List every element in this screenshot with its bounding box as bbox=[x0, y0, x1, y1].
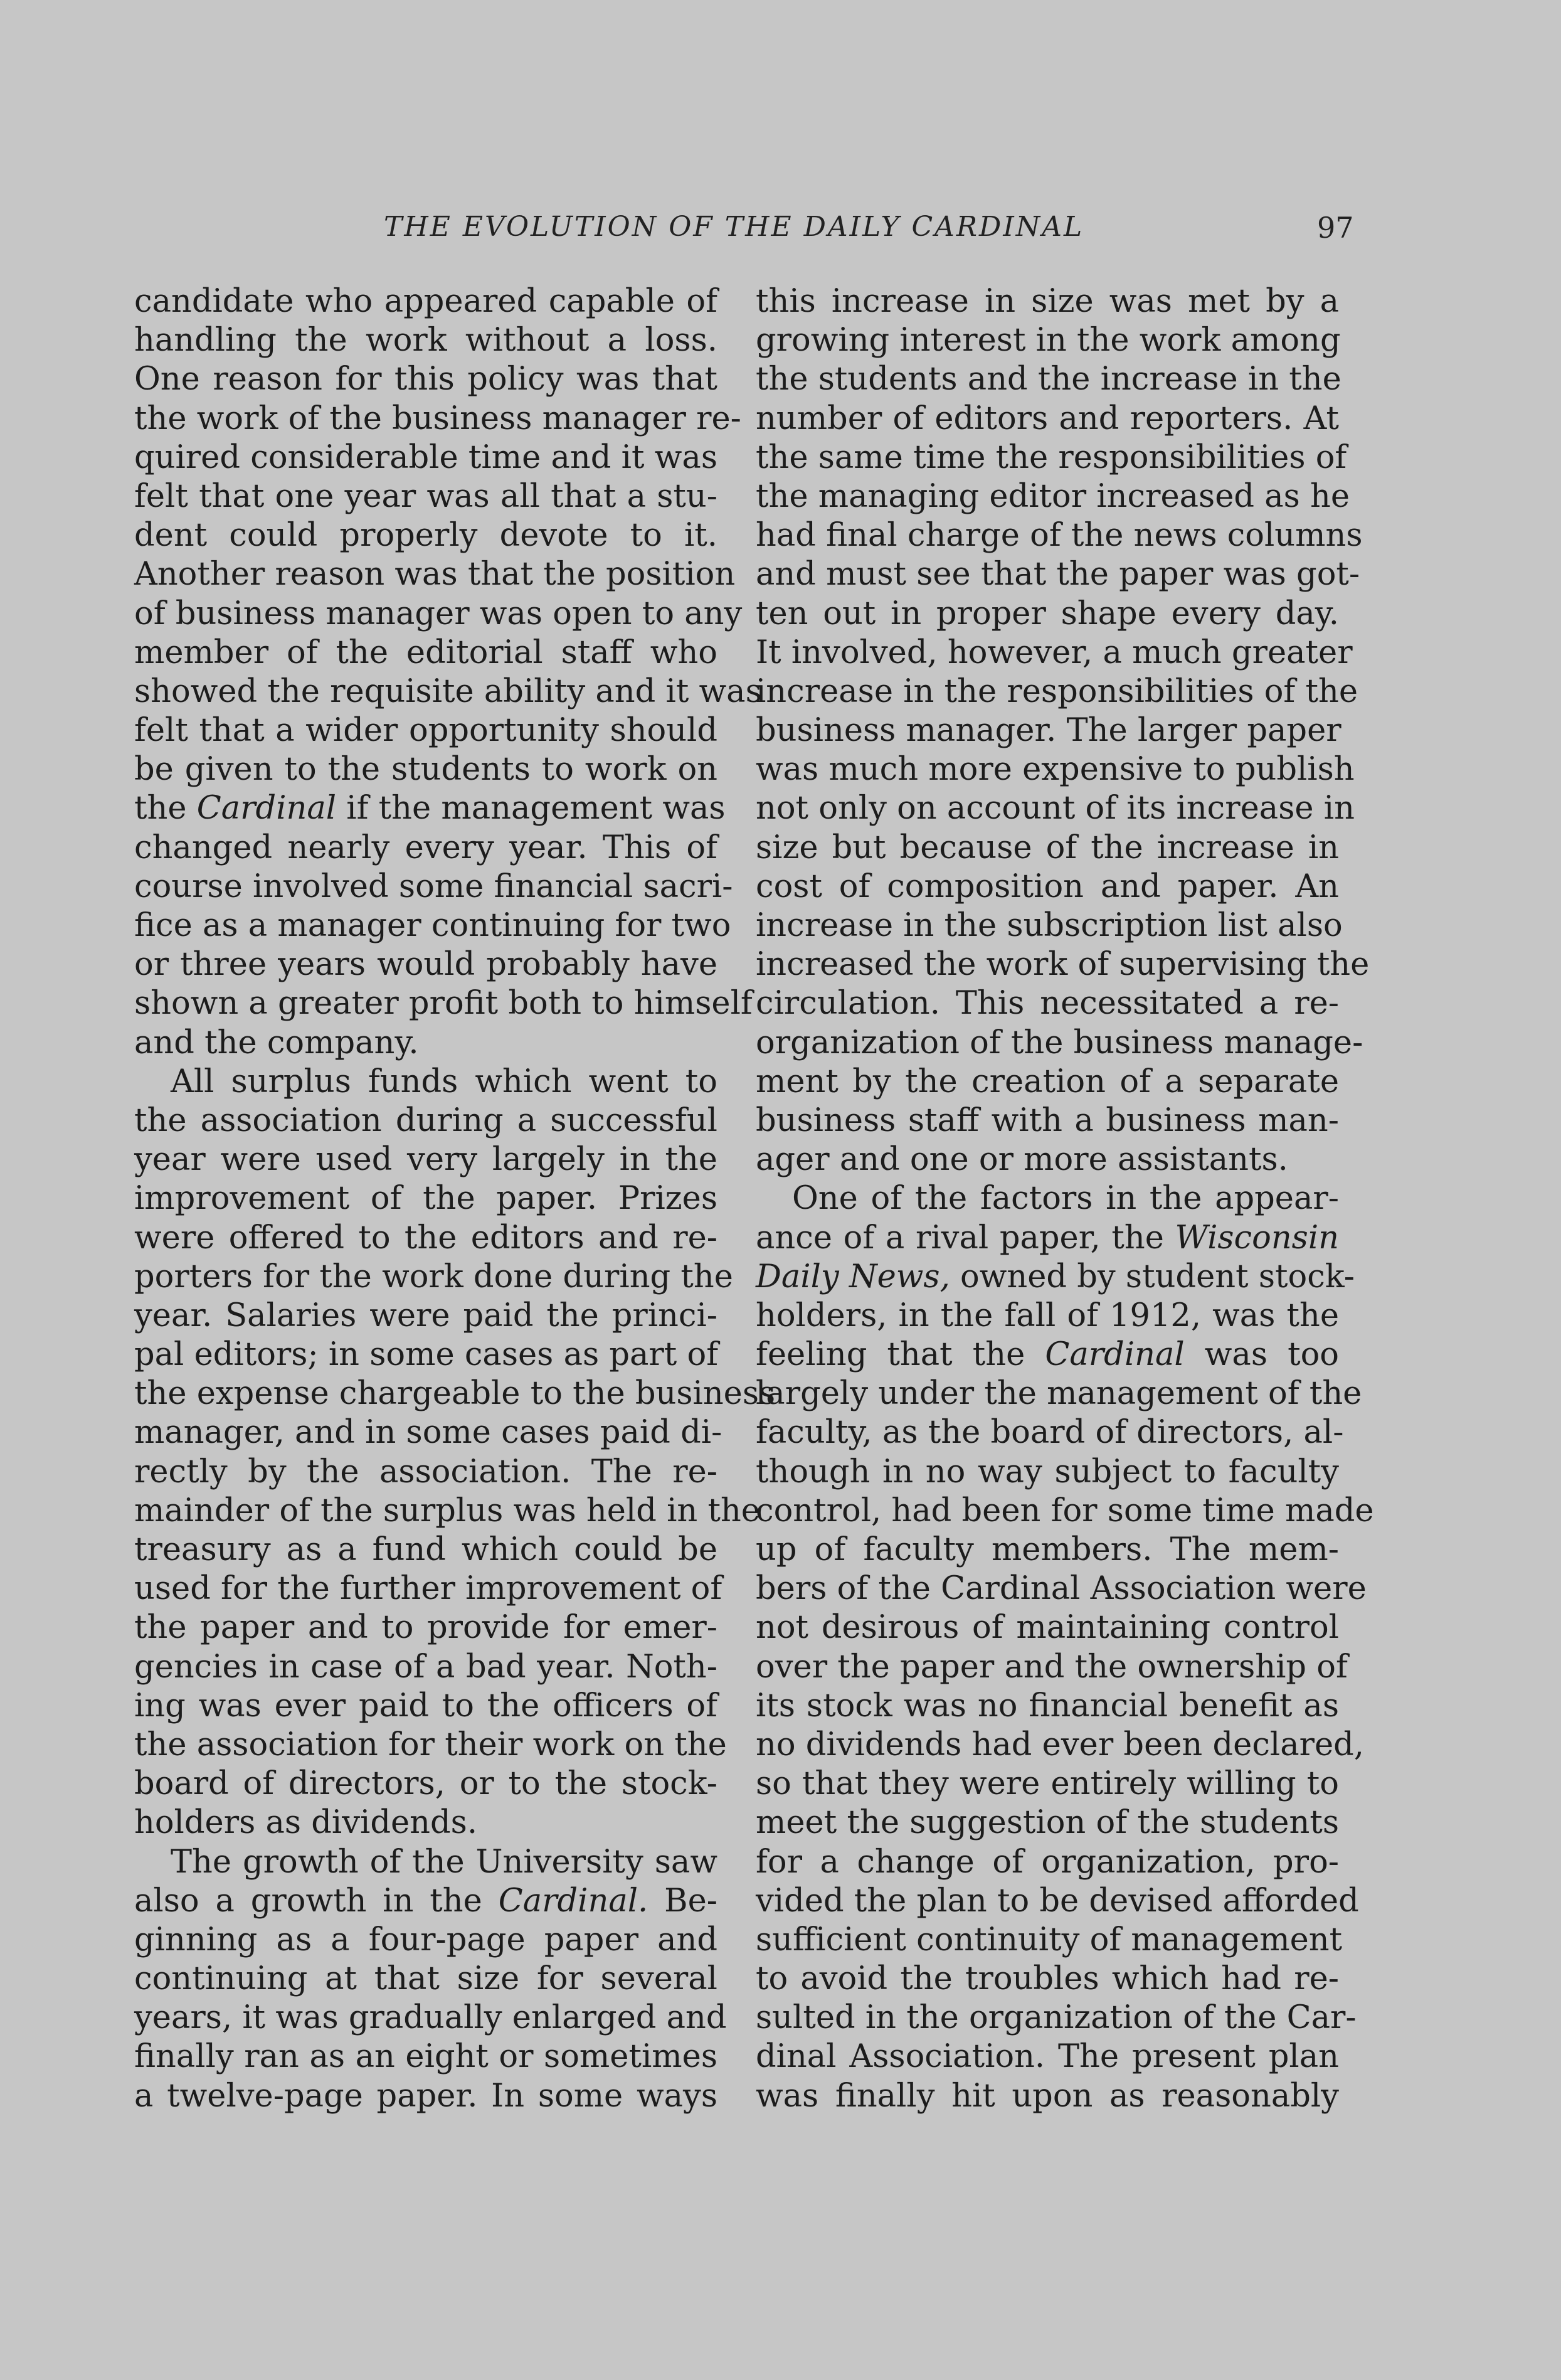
text-line: Daily News, owned by student stock- bbox=[756, 1258, 1355, 1295]
text-line: All surplus funds which went to bbox=[171, 1063, 717, 1100]
text-line: finally ran as an eight or sometimes bbox=[134, 2038, 717, 2076]
text-line: its stock was no financial benefit as bbox=[756, 1687, 1339, 1724]
text-line: up of faculty members. The mem- bbox=[756, 1531, 1339, 1568]
text-line: the students and the increase in the bbox=[756, 361, 1341, 398]
text-line: the managing editor increased as he bbox=[756, 477, 1350, 515]
text-line: for a change of organization, pro- bbox=[756, 1843, 1339, 1881]
text-line: the Cardinal if the management was bbox=[134, 790, 726, 827]
text-line: handling the work without a loss. bbox=[134, 322, 717, 359]
text-line: The growth of the University saw bbox=[171, 1843, 717, 1881]
text-line: organization of the business manage- bbox=[756, 1024, 1363, 1061]
text-line: board of directors, or to the stock- bbox=[134, 1765, 717, 1803]
text-line: candidate who appeared capable of bbox=[134, 283, 717, 320]
text-line: the association for their work on the bbox=[134, 1726, 727, 1763]
text-line: the same time the responsibilities of bbox=[756, 438, 1347, 476]
text-line: business staff with a business man- bbox=[756, 1102, 1339, 1139]
text-line: ing was ever paid to the officers of bbox=[134, 1687, 717, 1724]
text-line: circulation. This necessitated a re- bbox=[756, 985, 1339, 1023]
text-line: pal editors; in some cases as part of bbox=[134, 1336, 719, 1374]
text-line: no dividends had ever been declared, bbox=[756, 1726, 1365, 1763]
left-column bbox=[134, 282, 776, 2116]
text-line: feeling that the Cardinal was too bbox=[756, 1336, 1339, 1374]
text-line: year. Salaries were paid the princi- bbox=[134, 1297, 717, 1334]
text-line: Another reason was that the position bbox=[134, 556, 736, 593]
text-line: bers of the Cardinal Association were bbox=[756, 1570, 1367, 1608]
text-line: ten out in proper shape every day. bbox=[756, 595, 1339, 632]
text-line: rectly by the association. The re- bbox=[134, 1453, 717, 1490]
text-line: ginning as a four-page paper and bbox=[134, 1921, 717, 1958]
text-line: vided the plan to be devised afforded bbox=[756, 1882, 1359, 1920]
text-line: fice as a manager continuing for two bbox=[134, 907, 731, 944]
text-line: changed nearly every year. This of bbox=[134, 829, 717, 866]
text-line: business manager. The larger paper bbox=[756, 712, 1341, 750]
text-line: over the paper and the ownership of bbox=[756, 1648, 1348, 1686]
text-line: though in no way subject to faculty bbox=[756, 1453, 1339, 1490]
text-line: course involved some financial sacri- bbox=[134, 868, 733, 905]
text-line: this increase in size was met by a bbox=[756, 283, 1339, 320]
text-line: the association during a successful bbox=[134, 1102, 717, 1139]
text-line: year were used very largely in the bbox=[134, 1141, 717, 1179]
text-line: gencies in case of a bad year. Noth- bbox=[134, 1648, 717, 1686]
text-line: years, it was gradually enlarged and bbox=[134, 1999, 727, 2037]
text-line: had final charge of the news columns bbox=[756, 517, 1363, 555]
text-line: One reason for this policy was that bbox=[134, 361, 717, 398]
text-line: was much more expensive to publish bbox=[756, 751, 1355, 789]
text-line: dinal Association. The present plan bbox=[756, 2038, 1339, 2076]
text-line: member of the editorial staff who bbox=[134, 634, 717, 671]
text-line: not desirous of maintaining control bbox=[756, 1609, 1339, 1647]
text-line: to avoid the troubles which had re- bbox=[756, 1960, 1339, 1998]
text-line: a twelve-page paper. In some ways bbox=[134, 2077, 717, 2115]
text-line: faculty, as the board of directors, al- bbox=[756, 1414, 1344, 1452]
text-line: the paper and to provide for emer- bbox=[134, 1609, 717, 1647]
text-line: increased the work of supervising the bbox=[756, 946, 1370, 984]
text-line: continuing at that size for several bbox=[134, 1960, 717, 1998]
running-header: THE EVOLUTION OF THE DAILY CARDINAL bbox=[384, 211, 1084, 243]
text-line: not only on account of its increase in bbox=[756, 790, 1355, 827]
text-line: improvement of the paper. Prizes bbox=[134, 1180, 717, 1218]
page-number: 97 bbox=[1317, 211, 1354, 245]
text-line: was finally hit upon as reasonably bbox=[756, 2077, 1339, 2115]
text-line: quired considerable time and it was bbox=[134, 438, 717, 476]
text-line: One of the factors in the appear- bbox=[792, 1180, 1339, 1218]
text-line: increase in the subscription list also bbox=[756, 907, 1343, 944]
text-line: the work of the business manager re- bbox=[134, 400, 741, 437]
text-line: mainder of the surplus was held in the bbox=[134, 1492, 760, 1529]
text-line: porters for the work done during the bbox=[134, 1258, 733, 1295]
text-line: control, had been for some time made bbox=[756, 1492, 1374, 1529]
text-line: meet the suggestion of the students bbox=[756, 1804, 1339, 1842]
text-line: holders as dividends. bbox=[134, 1804, 478, 1842]
text-line: the expense chargeable to the business bbox=[134, 1375, 776, 1413]
text-line: It involved, however, a much greater bbox=[756, 634, 1353, 671]
text-line: felt that a wider opportunity should bbox=[134, 712, 717, 750]
text-line: and the company. bbox=[134, 1024, 419, 1061]
text-line: felt that one year was all that a stu- bbox=[134, 477, 717, 515]
text-line: sufficient continuity of management bbox=[756, 1921, 1343, 1958]
text-line: shown a greater profit both to himself bbox=[134, 985, 753, 1023]
text-line: be given to the students to work on bbox=[134, 751, 717, 789]
text-line: used for the further improvement of bbox=[134, 1570, 722, 1608]
text-line: ment by the creation of a separate bbox=[756, 1063, 1339, 1100]
text-line: treasury as a fund which could be bbox=[134, 1531, 717, 1568]
text-line: growing interest in the work among bbox=[756, 322, 1341, 359]
text-line: number of editors and reporters. At bbox=[756, 400, 1339, 437]
text-line: so that they were entirely willing to bbox=[756, 1765, 1339, 1803]
text-line: size but because of the increase in bbox=[756, 829, 1339, 866]
right-column bbox=[756, 282, 1374, 2116]
text-line: ager and one or more assistants. bbox=[756, 1141, 1288, 1179]
text-line: were offered to the editors and re- bbox=[134, 1219, 717, 1256]
text-line: largely under the management of the bbox=[756, 1375, 1362, 1413]
text-line: ance of a rival paper, the Wisconsin bbox=[756, 1219, 1339, 1256]
text-line: increase in the responsibilities of the bbox=[756, 672, 1358, 710]
text-line: also a growth in the Cardinal. Be- bbox=[134, 1882, 717, 1920]
text-line: sulted in the organization of the Car- bbox=[756, 1999, 1357, 2037]
text-line: and must see that the paper was got- bbox=[756, 556, 1360, 593]
text-line: holders, in the fall of 1912, was the bbox=[756, 1297, 1339, 1334]
text-line: or three years would probably have bbox=[134, 946, 717, 984]
text-line: showed the requisite ability and it was bbox=[134, 672, 762, 710]
text-line: manager, and in some cases paid di- bbox=[134, 1414, 722, 1452]
text-line: of business manager was open to any bbox=[134, 595, 743, 632]
text-line: dent could properly devote to it. bbox=[134, 517, 717, 555]
text-line: cost of composition and paper. An bbox=[756, 868, 1339, 905]
